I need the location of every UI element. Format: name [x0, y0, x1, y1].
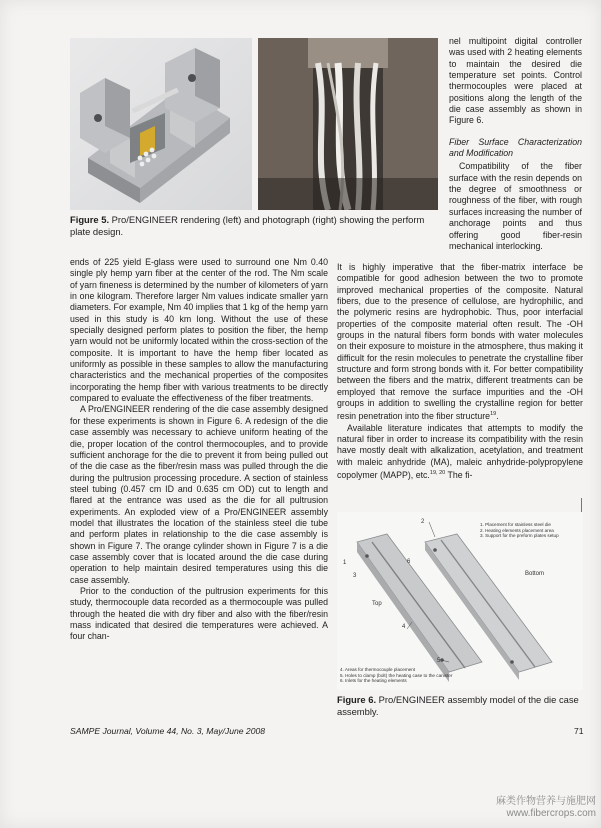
figure5-photograph — [258, 38, 438, 210]
figure6-legend-bottom — [340, 667, 452, 684]
paragraph-compatibility: Compatibility of the fiber surface with the resin depends on the degree of smoothness or roughness of the fiber, with rough surfaces increasing the number of anchorage points and thus offering good fiber-resin mechanical interlocking. — [449, 161, 582, 251]
legend-item: 4. Areas for thermocouple placement — [340, 667, 416, 672]
figure6-callout-5: 5 — [437, 658, 441, 664]
paragraph-interface: It is highly imperative that the fiber-matrix interface be compatible for good adhesion between the two to promote improved mechanical properties of the composite. Natural fibers, due to the presence of cellulose, are hydrophilic, and the polymeric resins are hydrophobic. Thus, poor interfacial properties of the composite material often result. The -OH groups in the natural fibers form bonds with water molecules on their exposure to moisture in the atmosphere, thus making it difficult for the resin molecules to penetrate the crystalline fiber structure and form strong bonds with it. For better compatibility between the fibers and the matrix, different treatments can be employed that remove the surface impurities and the -OH groups in addition to swelling the crystalline region for better resin penetration into the fiber structure$^{19}$. — [337, 262, 583, 422]
watermark-line-2: www.fibercrops.com — [506, 808, 596, 819]
legend-item: 6. Inlets for the heating elements — [340, 678, 407, 684]
legend-item: 2. Heating elements placement area — [480, 527, 554, 533]
figure6-legend-top — [480, 522, 559, 539]
paragraph-controller: nel multipoint digital controller was used with 2 heating elements to maintain the desired die temperature set points. Control thermocouples were placed at positions along the length of the die case assembly as shown in Figure 6. — [449, 36, 582, 126]
watermark — [476, 796, 596, 820]
right-column-top — [449, 36, 582, 252]
paragraph-thermocouple: Prior to the conduction of the pultrusion experiments for this study, thermocouple data recorded as a thermocouple was pulled through the heated die with dry fiber and also with the fiber/resin mass indicated that desired die temperatures were achieved. A four chan- — [70, 585, 328, 642]
journal-footer: SAMPE Journal, Volume 44, No. 3, May/June 2008 — [70, 726, 266, 736]
figure6-label-bottom: Bottom — [525, 571, 545, 577]
figure6-caption-text: Pro/ENGINEER assembly model of the die case assembly. — [337, 694, 579, 717]
figure6-callout-3: 3 — [353, 573, 357, 579]
legend-item: 1. Placement for stainless steel die — [480, 522, 551, 527]
section-subheading: Fiber Surface Characterization and Modification — [449, 136, 582, 159]
figure6-label-top: Top — [372, 601, 382, 607]
left-column — [70, 257, 328, 643]
figure5-caption — [70, 214, 440, 238]
paragraph-yarn: ends of 225 yield E-glass were used to surround one Nm 0.40 single ply hemp yarn fiber at the center of the rod. The Nm scale of yarn fineness is determined by the number of kilometers of yarn in one kilogram. Therefore larger Nm values indicate smaller yarn diameters. For example, Nm 40 implies that 1 kg of the hemp yarn used in this study is 40 km long. Without the use of these specially designed perform plates to position the fiber, the hemp yarn would not be uniformly located within the cross-section of the composite. It is important to have the hemp fiber located as uniformly as possible in these samples to allow the manufacturing characteristics and the mechanical properties of the composites incorporating the hemp fiber with various treatments to be directly compared to evaluate the effectiveness of the fiber treatments. — [70, 257, 328, 404]
watermark-line-1: 麻类作物营养与施肥网 — [496, 796, 596, 807]
figure5-label: Figure 5. — [70, 214, 110, 225]
page-number: 71 — [574, 726, 584, 736]
figure6-callout-2: 2 — [421, 519, 425, 525]
figure6-label: Figure 6. — [337, 694, 377, 705]
figure5-rendering — [70, 38, 252, 210]
right-column-middle — [337, 262, 583, 481]
paragraph-literature-tail: The fi- — [445, 470, 473, 481]
citation-19: 19 — [490, 411, 497, 418]
legend-item: 3. Support for the preform plates setup — [480, 533, 559, 539]
figure6-callout-4: 4 — [402, 624, 406, 630]
figure6-callout-6: 6 — [407, 559, 411, 565]
legend-item: 5. Holes to clamp (bolt) the heating case to the canister — [340, 672, 453, 678]
figure6-caption — [337, 694, 585, 718]
paragraph-interface-text: It is highly imperative that the fiber-matrix interface be compatible for good adhesion between the two to promote improved mechanical properties of the composite. Natural fibers, due to the presence of cellulose, are hydrophilic, and the polymeric resins are hydrophobic. Thus, poor interfacial properties of the composite material often result. The -OH groups in the natural fibers form bonds with water molecules on their exposure to moisture in the atmosphere, thus making it difficult for the resin molecules to penetrate the crystalline fiber structure and form strong bonds with it. For better compatibility between the fibers and the matrix, different treatments can be employed that remove the surface impurities and the -OH groups in addition to swelling the crystalline region for better resin penetration into the fiber structure — [337, 262, 583, 422]
paragraph-literature-text: Available literature indicates that attempts to modify the natural fiber in order to increase its compatibility with the resin have mostly dealt with alkalization, acetylation, and treatment with maleic anhydride (MA), maleic anhydride-polypropylene copolymer (MAPP), etc. — [337, 422, 583, 481]
figure6-callout-1: 1 — [343, 560, 347, 566]
citation-19-20: 19, 20 — [429, 470, 446, 477]
figure5-caption-text: Pro/ENGINEER rendering (left) and photograph (right) showing the perform plate design. — [70, 214, 425, 237]
paragraph-literature — [337, 423, 583, 482]
paragraph-die-case: A Pro/ENGINEER rendering of the die case assembly designed for these experiments is shown in Figure 6. A redesign of the die case assembly was necessary to achieve uniform heating of the die, proper location of the control thermocouples, and to provide sufficient anchorage for the die to prevent it from being pulled out of the die case as the fiber/resin mass was pulled through the die during the pultrusion processing procedure. A section of stainless steel tubing (0.457 cm ID and 0.635 cm OD) cut to length and flared at the entrance was used as the die for all pultrusion experiments. An exploded view of a Pro/ENGINEER assembly model that illustrates the location of the stainless steel die tube and perform plates in relationship to the die case assembly is shown in Figure 7. The orange cylinder shown in Figure 7 is a die case assembly cover that is located around the die case during operation to help maintain desired temperatures using this die case assembly. — [70, 404, 328, 585]
